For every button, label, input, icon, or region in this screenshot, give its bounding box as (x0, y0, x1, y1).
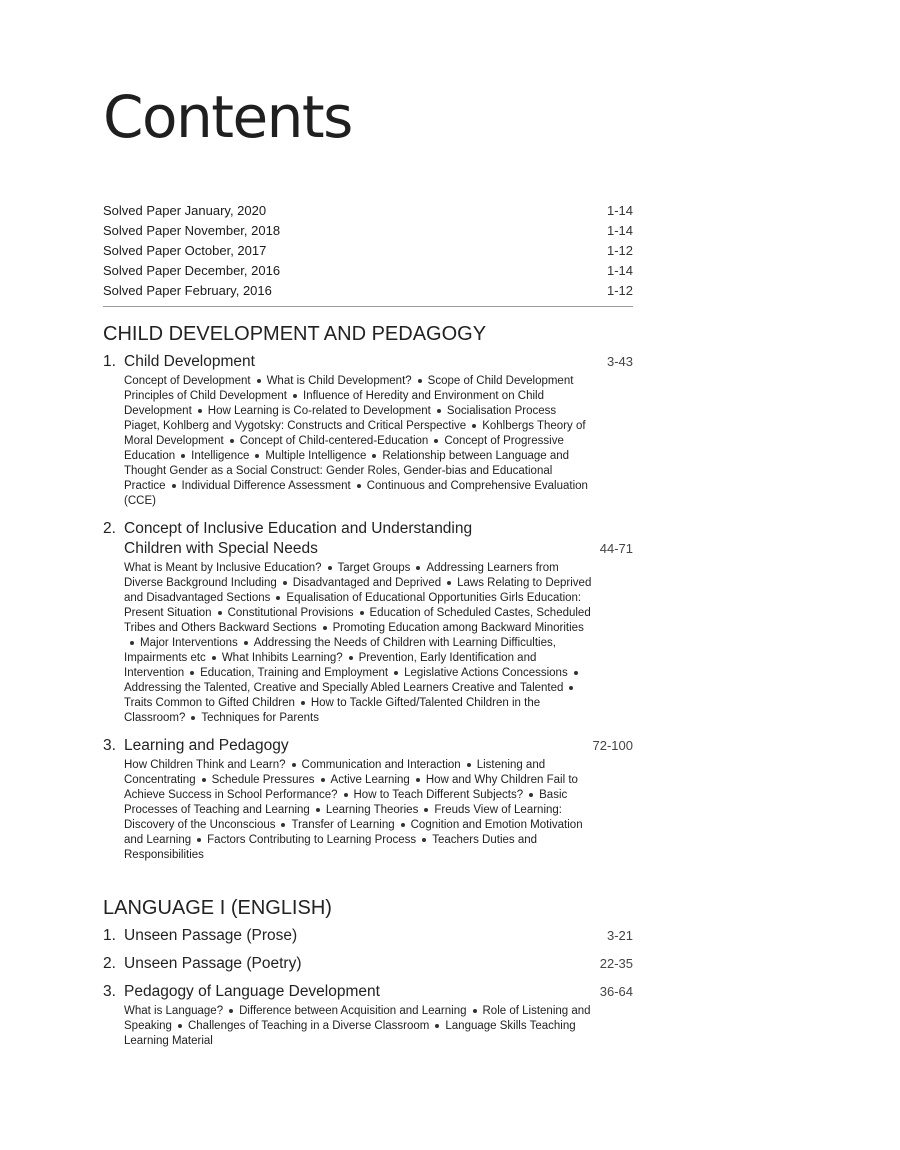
solved-paper-row[interactable] (103, 221, 633, 241)
topic-item: Laws Relating to Deprived and Disadvantaged Sections (124, 577, 592, 604)
bullet-separator (437, 409, 441, 413)
topic-item: Learning Theories (325, 804, 419, 816)
chapter-title: Unseen Passage (Poetry) (124, 955, 302, 972)
topic-item: Education, Training and Employment (200, 667, 389, 679)
bullet-separator (218, 611, 222, 615)
bullet-separator (181, 454, 185, 458)
chapter-entry[interactable] (103, 519, 633, 726)
topic-item: Schedule Pressures (211, 774, 315, 786)
solved-papers-list (103, 201, 633, 307)
topic-item: Addressing Learners from Diverse Background Including (124, 562, 559, 589)
bullet-separator (434, 439, 438, 443)
topic-item: What Inhibits Learning? (221, 652, 343, 664)
chapter-title-group (103, 352, 255, 372)
chapter-title: Concept of Inclusive Education and Understanding Children with Special Needs (124, 520, 473, 557)
solved-paper-pages: 1-14 (606, 203, 633, 218)
solved-paper-label: Solved Paper January, 2020 (103, 203, 267, 218)
topic-item: Traits Common to Gifted Children (124, 697, 295, 709)
topic-item: Communication and Interaction (301, 759, 461, 771)
bullet-separator (467, 763, 471, 767)
topic-item: Freuds View of Learning: Discovery of the Unconscious (124, 804, 562, 831)
topic-item: How to Teach Different Subjects? (353, 789, 524, 801)
chapter-title-group (103, 736, 289, 756)
solved-paper-row[interactable] (103, 281, 633, 301)
topic-item: Equalisation of Educational Opportunities Girls Education: Present Situation (124, 592, 582, 619)
bullet-separator (416, 778, 420, 782)
topic-item: What is Language? (124, 1005, 224, 1017)
bullet-separator (328, 566, 332, 570)
topic-item: Prevention, Early Identification and Intervention (124, 652, 537, 679)
bullet-separator (447, 581, 451, 585)
topic-item: Multiple Intelligence (265, 450, 367, 462)
bullet-separator (422, 838, 426, 842)
chapter-number: 3. (103, 983, 116, 1000)
bullet-separator (190, 671, 194, 675)
bullet-separator (197, 838, 201, 842)
topic-item: Education of Scheduled Castes, Scheduled Tribes and Others Backward Sections (124, 607, 591, 634)
chapter-heading (103, 519, 633, 559)
topic-item: Language Skills Teaching Learning Material (124, 1020, 576, 1047)
bullet-separator (316, 808, 320, 812)
chapter-heading (103, 352, 633, 372)
chapter-number: 3. (103, 737, 116, 754)
topic-item: Relationship between Language and Thought Gender as a Social Construct: Gender Roles, Gender-bias and Educational Practice (124, 450, 570, 492)
topic-item: What is Child Development? (266, 375, 412, 387)
bullet-separator (424, 808, 428, 812)
bullet-separator (473, 1009, 477, 1013)
bullet-separator (357, 484, 361, 488)
topic-item: Difference between Acquisition and Learning (239, 1005, 467, 1017)
bullet-separator (349, 656, 353, 660)
section-language-english (103, 896, 633, 1057)
chapter-pages: 22-35 (599, 956, 633, 971)
topic-item: Listening and Concentrating (124, 759, 546, 786)
chapter-heading (103, 982, 633, 1002)
chapter-topics (124, 1004, 594, 1049)
chapter-title-group (103, 982, 380, 1002)
chapter-pages: 36-64 (599, 984, 633, 999)
topic-item: How Learning is Co-related to Development (207, 405, 431, 417)
topic-item: Continuous and Comprehensive Evaluation (CCE) (124, 480, 588, 507)
bullet-separator (281, 823, 285, 827)
chapter-heading (103, 954, 633, 974)
bullet-separator (360, 611, 364, 615)
chapter-entry[interactable] (103, 954, 633, 974)
topic-item: Individual Difference Assessment (181, 480, 351, 492)
solved-paper-pages: 1-14 (606, 223, 633, 238)
topic-item: Kohlbergs Theory of Moral Development (124, 420, 586, 447)
section-heading: CHILD DEVELOPMENT AND PEDAGOGY (103, 323, 487, 345)
topic-item: Intelligence (191, 450, 250, 462)
bullet-separator (574, 671, 578, 675)
chapter-pages: 3-43 (606, 354, 633, 369)
chapter-pages: 44-71 (599, 541, 633, 556)
solved-paper-row[interactable] (103, 261, 633, 281)
bullet-separator (394, 671, 398, 675)
topic-item: Role of Listening and Speaking (124, 1005, 591, 1032)
chapter-title-group (103, 926, 297, 946)
solved-paper-row[interactable] (103, 201, 633, 221)
bullet-separator (202, 778, 206, 782)
chapter-topics (124, 561, 594, 726)
bullet-separator (276, 596, 280, 600)
chapter-title: Unseen Passage (Prose) (124, 927, 298, 944)
bullet-separator (569, 686, 573, 690)
bullet-separator (529, 793, 533, 797)
bullet-separator (323, 626, 327, 630)
bullet-separator (472, 424, 476, 428)
chapter-heading (103, 926, 633, 946)
chapter-title: Child Development (124, 353, 255, 370)
chapter-entry[interactable] (103, 352, 633, 509)
bullet-separator (401, 823, 405, 827)
bullet-separator (191, 716, 195, 720)
chapter-number: 2. (103, 520, 116, 537)
chapter-topics (124, 374, 594, 509)
chapter-pages: 72-100 (592, 738, 633, 753)
page-title: Contents (103, 83, 352, 151)
bullet-separator (418, 379, 422, 383)
bullet-separator (301, 701, 305, 705)
topic-item: Techniques for Parents (201, 712, 319, 724)
chapter-number: 1. (103, 353, 116, 370)
topic-item: How Children Think and Learn? (124, 759, 286, 771)
chapter-title: Pedagogy of Language Development (124, 983, 380, 1000)
topic-item: Active Learning (330, 774, 410, 786)
chapter-number: 2. (103, 955, 116, 972)
bullet-separator (321, 778, 325, 782)
topic-item: Disadvantaged and Deprived (292, 577, 442, 589)
topic-item: Constitutional Provisions (227, 607, 354, 619)
topic-item: Influence of Heredity and Environment on Child Development (124, 390, 545, 417)
solved-paper-pages: 1-12 (606, 243, 633, 258)
chapter-title: Learning and Pedagogy (124, 737, 289, 754)
solved-paper-label: Solved Paper December, 2016 (103, 263, 281, 278)
bullet-separator (292, 763, 296, 767)
topic-item: Concept of Progressive Education (124, 435, 564, 462)
section-heading: LANGUAGE I (ENGLISH) (103, 897, 332, 919)
bullet-separator (212, 656, 216, 660)
chapter-entry[interactable] (103, 926, 633, 946)
solved-paper-label: Solved Paper November, 2018 (103, 223, 281, 238)
topic-item: Concept of Development (124, 375, 251, 387)
chapter-title-group (103, 954, 301, 974)
topic-item: Scope of Child Development Principles of Child Development (124, 375, 574, 402)
topic-item: Cognition and Emotion Motivation and Learning (124, 819, 583, 846)
bullet-separator (255, 454, 259, 458)
chapter-heading (103, 736, 633, 756)
topic-item: Teachers Duties and Responsibilities (124, 834, 538, 861)
bullet-separator (244, 641, 248, 645)
topic-item: Factors Contributing to Learning Process (207, 834, 417, 846)
bullet-separator (198, 409, 202, 413)
topic-item: How to Tackle Gifted/Talented Children in the Classroom? (124, 697, 541, 724)
solved-paper-row[interactable] (103, 241, 633, 261)
topic-item: Socialisation Process Piaget, Kohlberg and Vygotsky: Constructs and Critical Perspective (124, 405, 557, 432)
topic-item: Addressing the Talented, Creative and Specially Abled Learners Creative and Talented (124, 682, 564, 694)
solved-paper-pages: 1-14 (606, 263, 633, 278)
section-child-development (103, 322, 633, 873)
bullet-separator (416, 566, 420, 570)
bullet-separator (178, 1024, 182, 1028)
bullet-separator (130, 641, 134, 645)
bullet-separator (229, 1009, 233, 1013)
topic-item: Target Groups (337, 562, 411, 574)
bullet-separator (230, 439, 234, 443)
bullet-separator (372, 454, 376, 458)
chapter-number: 1. (103, 927, 116, 944)
chapter-entry[interactable] (103, 982, 633, 1049)
topic-item: Concept of Child-centered-Education (239, 435, 429, 447)
bullet-separator (435, 1024, 439, 1028)
chapter-pages: 3-21 (606, 928, 633, 943)
bullet-separator (172, 484, 176, 488)
chapter-topics (124, 758, 594, 863)
chapter-entry[interactable] (103, 736, 633, 863)
bullet-separator (283, 581, 287, 585)
bullet-separator (293, 394, 297, 398)
topic-item: What is Meant by Inclusive Education? (124, 562, 322, 574)
chapter-title-group (103, 519, 484, 559)
topic-item: Transfer of Learning (291, 819, 395, 831)
bullet-separator (344, 793, 348, 797)
topic-item: How and Why Children Fail to Achieve Success in School Performance? (124, 774, 578, 801)
topic-item: Major Interventions (140, 637, 238, 649)
topic-item: Challenges of Teaching in a Diverse Classroom (187, 1020, 430, 1032)
solved-paper-label: Solved Paper October, 2017 (103, 243, 267, 258)
bullet-separator (257, 379, 261, 383)
topic-item: Basic Processes of Teaching and Learning (124, 789, 568, 816)
topic-item: Promoting Education among Backward Minorities (332, 622, 584, 634)
topic-item: Legislative Actions Concessions (404, 667, 568, 679)
topic-item: Addressing the Needs of Children with Learning Difficulties, Impairments etc (124, 637, 556, 664)
solved-paper-label: Solved Paper February, 2016 (103, 283, 272, 298)
solved-paper-pages: 1-12 (606, 283, 633, 298)
